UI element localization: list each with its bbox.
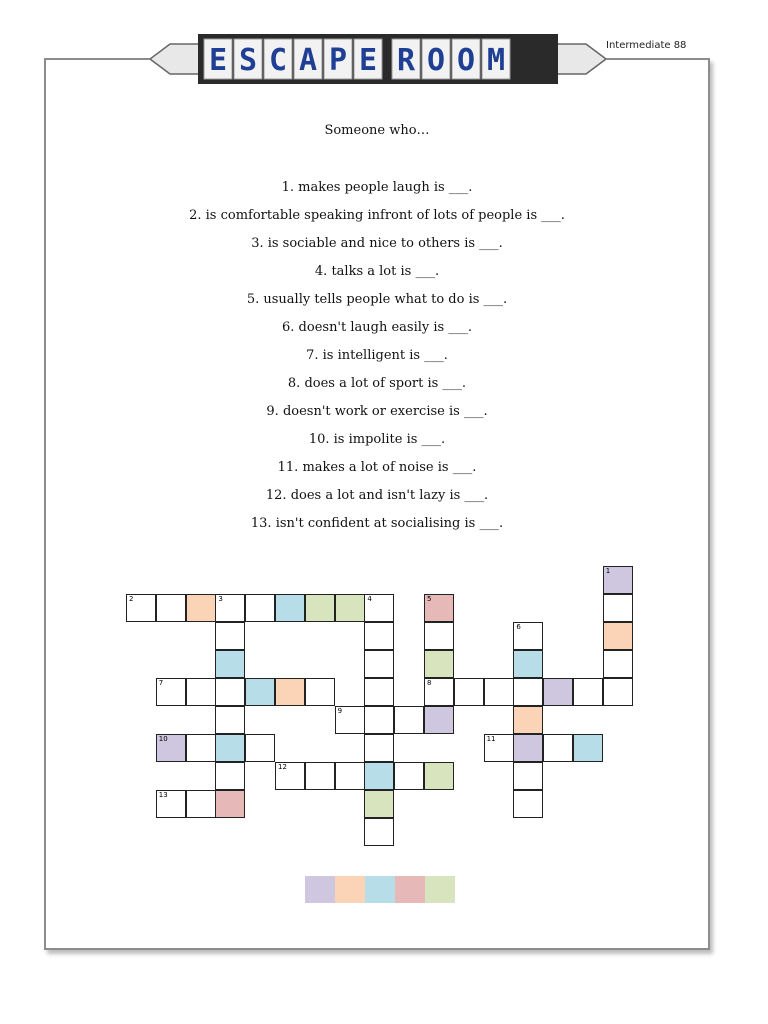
clue-number: 5 [427, 595, 432, 603]
clue-number: 7 [158, 679, 164, 687]
clue-item: 12. does a lot and isn't lazy is ___. [265, 488, 489, 503]
clue-item: 6. doesn't laugh easily is ___. [282, 320, 472, 335]
clue-item: 13. isn't confident at socialising is ___. [250, 516, 504, 531]
clue-number: 9 [337, 707, 343, 715]
color-swatch [395, 876, 425, 903]
clue-number: 8 [427, 679, 432, 687]
clue-number: 13 [158, 791, 168, 799]
clue-item: 4. talks a lot is ___. [314, 264, 440, 279]
clue-item: 11. makes a lot of noise is ___. [277, 460, 477, 475]
clue-number: 10 [158, 735, 168, 743]
color-swatch [335, 876, 365, 903]
clue-item: 10. is impolite is ___. [308, 432, 446, 447]
clue-number: 6 [516, 623, 521, 631]
answer-color-key [305, 876, 455, 903]
clue-item: 5. usually tells people what to do is ___. [246, 292, 508, 307]
clue-number: 1 [605, 567, 611, 575]
banner-letter: R [396, 43, 416, 78]
banner-letter: P [328, 43, 348, 78]
level-label: Intermediate 88 [606, 40, 687, 51]
banner-letter: M [486, 43, 506, 78]
banner-letter: S [238, 43, 258, 78]
banner-letter: E [358, 43, 378, 78]
clue-item: 1. makes people laugh is ___. [281, 180, 473, 195]
clue-number: 3 [218, 595, 223, 603]
banner-letter: O [426, 43, 446, 78]
escape-room-banner [150, 34, 606, 84]
clue-number: 2 [129, 595, 134, 603]
clue-number: 11 [486, 735, 496, 743]
color-swatch [365, 876, 395, 903]
clue-item: 9. doesn't work or exercise is ___. [266, 404, 488, 419]
clue-number: 4 [367, 595, 372, 603]
clue-number: 12 [278, 763, 287, 771]
clue-item: 3. is sociable and nice to others is ___. [251, 236, 503, 251]
color-swatch [425, 876, 455, 903]
clue-list [44, 176, 710, 540]
banner-letter: O [456, 43, 476, 78]
intro-text: Someone who… [324, 123, 430, 138]
banner-letter: C [268, 43, 288, 78]
banner-letter: E [208, 43, 228, 78]
color-swatch [305, 876, 335, 903]
clue-item: 8. does a lot of sport is ___. [287, 376, 467, 391]
clue-item: 7. is intelligent is ___. [306, 348, 448, 363]
banner-letter: A [298, 43, 318, 78]
clue-item: 2. is comfortable speaking infront of lots of people is ___. [189, 208, 565, 223]
